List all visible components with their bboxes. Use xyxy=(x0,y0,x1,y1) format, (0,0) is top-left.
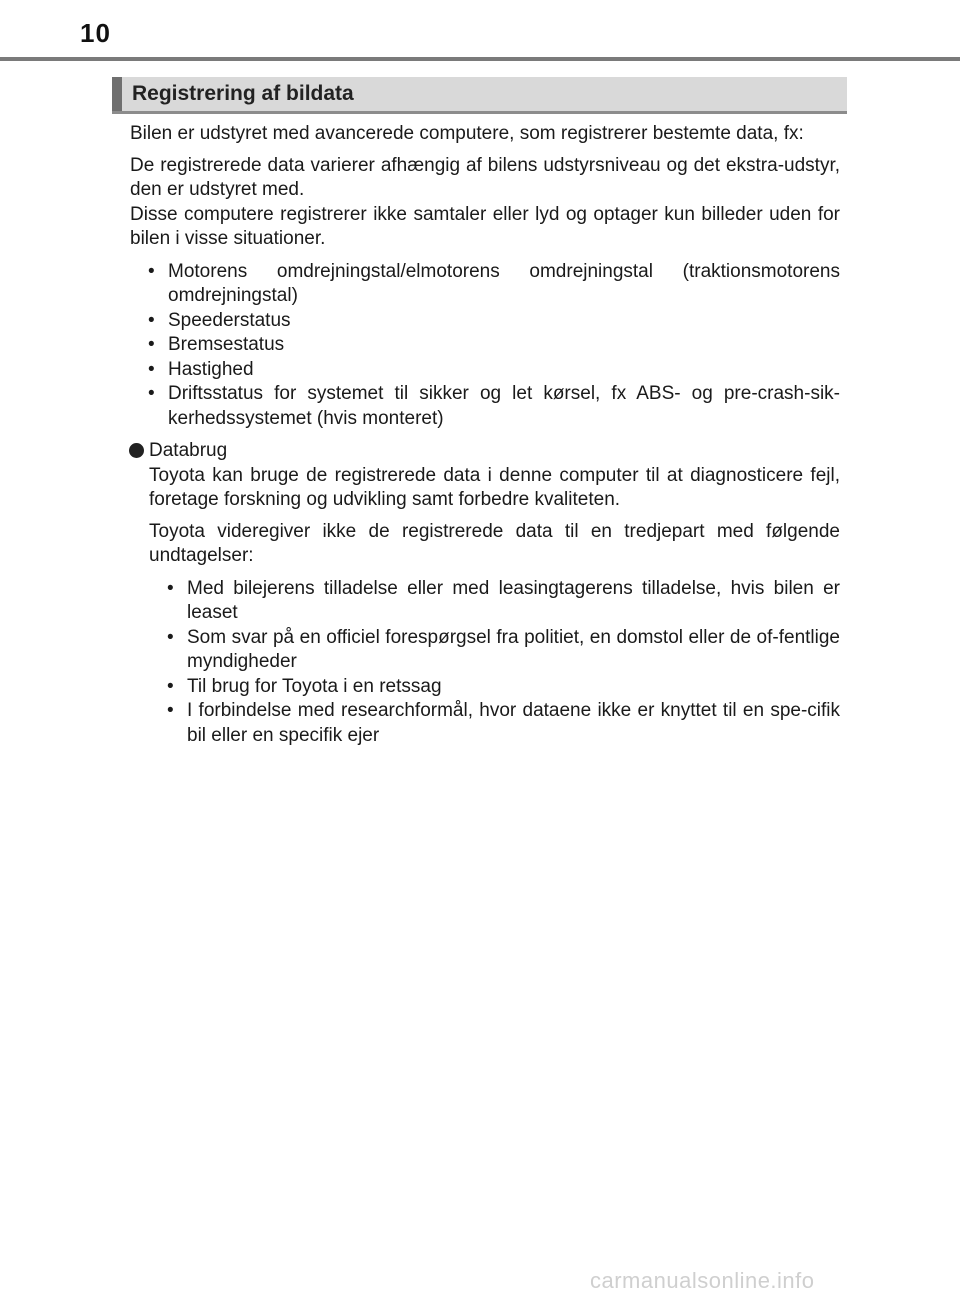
list-item: • Hastighed xyxy=(130,358,840,383)
databrug-title: Databrug xyxy=(149,440,228,461)
page-number: 10 xyxy=(80,18,111,48)
footer-watermark: carmanualsonline.info xyxy=(590,1268,815,1293)
list-item: • Til brug for Toyota i en retssag xyxy=(149,675,840,700)
list-item: • Bremsestatus xyxy=(130,333,840,358)
section-heading xyxy=(112,77,847,111)
exceptions-list xyxy=(149,577,840,749)
main-content xyxy=(130,122,840,748)
list-item: • Motorens omdrejningstal/elmotorens omdrejningstal (traktionsmotorens omdrejningstal) xyxy=(130,260,840,309)
databrug-heading xyxy=(149,439,840,464)
databrug-paragraph-2: Toyota videregiver ikke de registrerede data til en tredjepart med følgende undtagelser: xyxy=(149,520,840,566)
list-item: • Speederstatus xyxy=(130,309,840,334)
list-item: • Med bilejerens tilladelse eller med leasingtagerens tilladelse, hvis bilen er leaset xyxy=(149,577,840,626)
databrug-section xyxy=(130,439,840,748)
intro-paragraph-2: De registrerede data varierer afhængig af bilens udstyrsniveau og det ekstra-udstyr, den er udstyret med. xyxy=(130,154,840,200)
bullet-dot-icon xyxy=(129,443,144,458)
list-item: • I forbindelse med researchformål, hvor dataene ikke er knyttet til en spe-cifik bil eller en specifik ejer xyxy=(149,699,840,748)
recorded-items-list xyxy=(130,260,840,432)
intro-paragraph-3: Disse computere registrerer ikke samtaler eller lyd og optager kun billeder uden for bilen i visse situationer. xyxy=(130,203,840,249)
list-item: • Driftsstatus for systemet til sikker og let kørsel, fx ABS- og pre-crash-sik-kerhedssystemet (hvis monteret) xyxy=(130,382,840,431)
header-rule xyxy=(0,57,960,61)
databrug-paragraph-1: Toyota kan bruge de registrerede data i denne computer til at diagnosticere fejl, foretage forskning og udvikling samt forbedre kvaliteten. xyxy=(149,464,840,510)
intro-paragraph-1: Bilen er udstyret med avancerede computere, som registrerer bestemte data, fx: xyxy=(130,123,804,144)
list-item: • Som svar på en officiel forespørgsel fra politiet, en domstol eller de of-fentlige myndigheder xyxy=(149,626,840,675)
section-title: Registrering af bildata xyxy=(132,82,354,105)
